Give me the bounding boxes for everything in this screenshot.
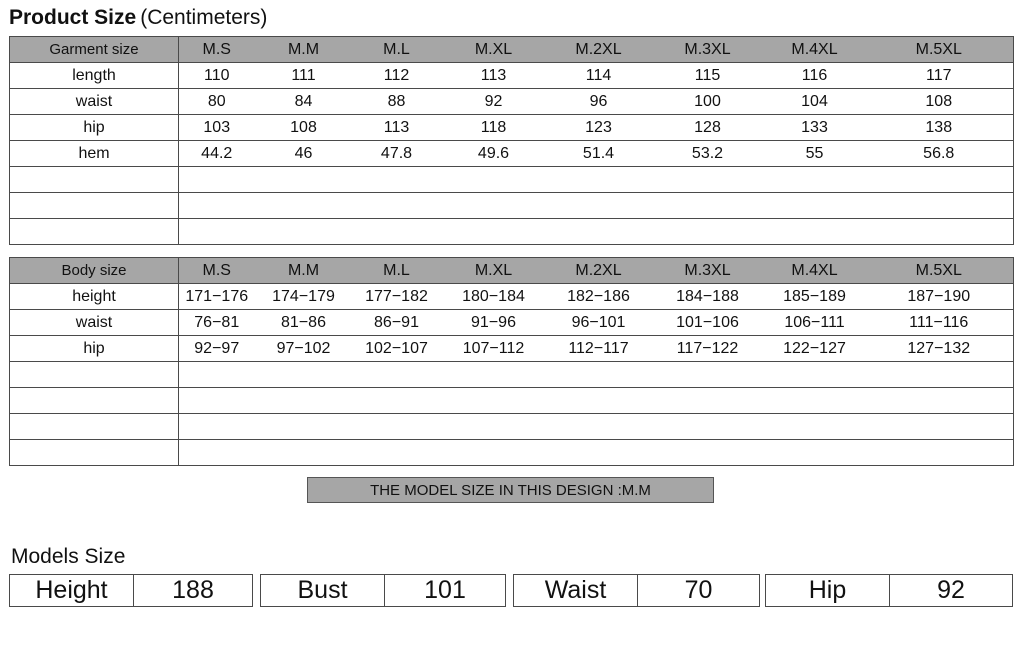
empty-cell	[10, 167, 179, 193]
table-cell: 110	[179, 63, 255, 89]
table-cell: 80	[179, 89, 255, 115]
title-unit: (Centimeters)	[140, 6, 268, 29]
empty-cell	[10, 414, 179, 440]
empty-cell	[10, 362, 179, 388]
empty-cell	[179, 167, 1014, 193]
table-cell: 114	[547, 63, 651, 89]
empty-cell	[179, 219, 1014, 245]
table-cell: 111	[255, 63, 353, 89]
size-header-cell: M.2XL	[547, 258, 651, 284]
empty-row	[10, 362, 1014, 388]
row-label: hip	[10, 115, 179, 141]
table-cell: 117	[865, 63, 1014, 89]
table-cell: 103	[179, 115, 255, 141]
table-cell: 97−102	[255, 336, 353, 362]
size-header-cell: M.S	[179, 258, 255, 284]
table-cell: 180−184	[441, 284, 547, 310]
table-cell: 76−81	[179, 310, 255, 336]
size-header-cell: M.XL	[441, 258, 547, 284]
size-header-cell: M.L	[353, 37, 441, 63]
table-cell: 122−127	[765, 336, 865, 362]
table-cell: 116	[765, 63, 865, 89]
table-cell: 171−176	[179, 284, 255, 310]
garment-size-table	[9, 36, 1014, 245]
table-cell: 88	[353, 89, 441, 115]
table-cell: 81−86	[255, 310, 353, 336]
body-header-label: Body size	[10, 258, 179, 284]
row-label: height	[10, 284, 179, 310]
table-cell: 112	[353, 63, 441, 89]
table-cell: 108	[865, 89, 1014, 115]
models-size-title: Models Size	[11, 545, 126, 568]
size-header-cell: M.M	[255, 258, 353, 284]
garment-header-label: Garment size	[10, 37, 179, 63]
table-row	[10, 336, 1014, 362]
empty-cell	[10, 219, 179, 245]
table-cell: 133	[765, 115, 865, 141]
empty-cell	[10, 388, 179, 414]
empty-row	[10, 388, 1014, 414]
size-header-cell: M.M	[255, 37, 353, 63]
table-cell: 177−182	[353, 284, 441, 310]
table-cell: 47.8	[353, 141, 441, 167]
table-cell: 123	[547, 115, 651, 141]
table-cell: 86−91	[353, 310, 441, 336]
table-cell: 100	[651, 89, 765, 115]
table-cell: 106−111	[765, 310, 865, 336]
empty-cell	[179, 414, 1014, 440]
empty-cell	[179, 193, 1014, 219]
table-cell: 107−112	[441, 336, 547, 362]
model-bust-value: 101	[424, 576, 466, 604]
table-cell: 84	[255, 89, 353, 115]
table-cell: 108	[255, 115, 353, 141]
table-cell: 182−186	[547, 284, 651, 310]
size-header-cell: M.4XL	[765, 37, 865, 63]
model-height-box	[9, 574, 253, 607]
table-cell: 117−122	[651, 336, 765, 362]
size-header-cell: M.4XL	[765, 258, 865, 284]
model-height-value: 188	[172, 576, 214, 604]
size-header-cell: M.3XL	[651, 258, 765, 284]
table-cell: 92	[441, 89, 547, 115]
row-label: waist	[10, 89, 179, 115]
table-cell: 138	[865, 115, 1014, 141]
table-cell: 127−132	[865, 336, 1014, 362]
table-cell: 56.8	[865, 141, 1014, 167]
empty-row	[10, 414, 1014, 440]
model-hip-label: Hip	[766, 575, 890, 606]
empty-row	[10, 219, 1014, 245]
model-hip-value: 92	[937, 576, 965, 604]
model-height-label: Height	[10, 575, 134, 606]
table-cell: 174−179	[255, 284, 353, 310]
row-label: hem	[10, 141, 179, 167]
model-bust-box	[260, 574, 506, 607]
title-main: Product Size	[9, 6, 137, 29]
table-row	[10, 310, 1014, 336]
model-waist-value: 70	[684, 576, 713, 604]
table-cell: 113	[441, 63, 547, 89]
table-cell: 96	[547, 89, 651, 115]
table-cell: 104	[765, 89, 865, 115]
table-row	[10, 115, 1014, 141]
empty-row	[10, 193, 1014, 219]
size-header-cell: M.S	[179, 37, 255, 63]
table-cell: 92−97	[179, 336, 255, 362]
table-cell: 44.2	[179, 141, 255, 167]
body-header-row	[10, 258, 1014, 284]
empty-row	[10, 167, 1014, 193]
table-cell: 184−188	[651, 284, 765, 310]
model-waist-label: Waist	[514, 575, 638, 606]
size-header-cell: M.2XL	[547, 37, 651, 63]
table-cell: 113	[353, 115, 441, 141]
row-label: hip	[10, 336, 179, 362]
table-cell: 111−116	[865, 310, 1014, 336]
table-cell: 185−189	[765, 284, 865, 310]
row-label: length	[10, 63, 179, 89]
size-header-cell: M.5XL	[865, 37, 1014, 63]
table-cell: 187−190	[865, 284, 1014, 310]
table-cell: 53.2	[651, 141, 765, 167]
table-row	[10, 141, 1014, 167]
empty-cell	[10, 193, 179, 219]
table-cell: 49.6	[441, 141, 547, 167]
table-cell: 112−117	[547, 336, 651, 362]
empty-cell	[179, 362, 1014, 388]
size-header-cell: M.L	[353, 258, 441, 284]
table-cell: 101−106	[651, 310, 765, 336]
table-cell: 115	[651, 63, 765, 89]
table-row	[10, 89, 1014, 115]
table-row	[10, 284, 1014, 310]
table-cell: 118	[441, 115, 547, 141]
model-bust-label: Bust	[261, 575, 385, 606]
table-cell: 46	[255, 141, 353, 167]
garment-header-row	[10, 37, 1014, 63]
table-cell: 96−101	[547, 310, 651, 336]
model-waist-box	[513, 574, 760, 607]
table-cell: 51.4	[547, 141, 651, 167]
table-row	[10, 63, 1014, 89]
empty-row	[10, 440, 1014, 466]
table-cell: 128	[651, 115, 765, 141]
empty-cell	[179, 440, 1014, 466]
empty-cell	[10, 440, 179, 466]
table-cell: 102−107	[353, 336, 441, 362]
size-header-cell: M.5XL	[865, 258, 1014, 284]
table-cell: 55	[765, 141, 865, 167]
model-hip-box	[765, 574, 1013, 607]
model-size-banner: THE MODEL SIZE IN THIS DESIGN :M.M	[307, 477, 714, 503]
table-cell: 91−96	[441, 310, 547, 336]
size-header-cell: M.XL	[441, 37, 547, 63]
page-title	[9, 6, 267, 36]
row-label: waist	[10, 310, 179, 336]
empty-cell	[179, 388, 1014, 414]
size-header-cell: M.3XL	[651, 37, 765, 63]
body-size-table	[9, 257, 1014, 466]
